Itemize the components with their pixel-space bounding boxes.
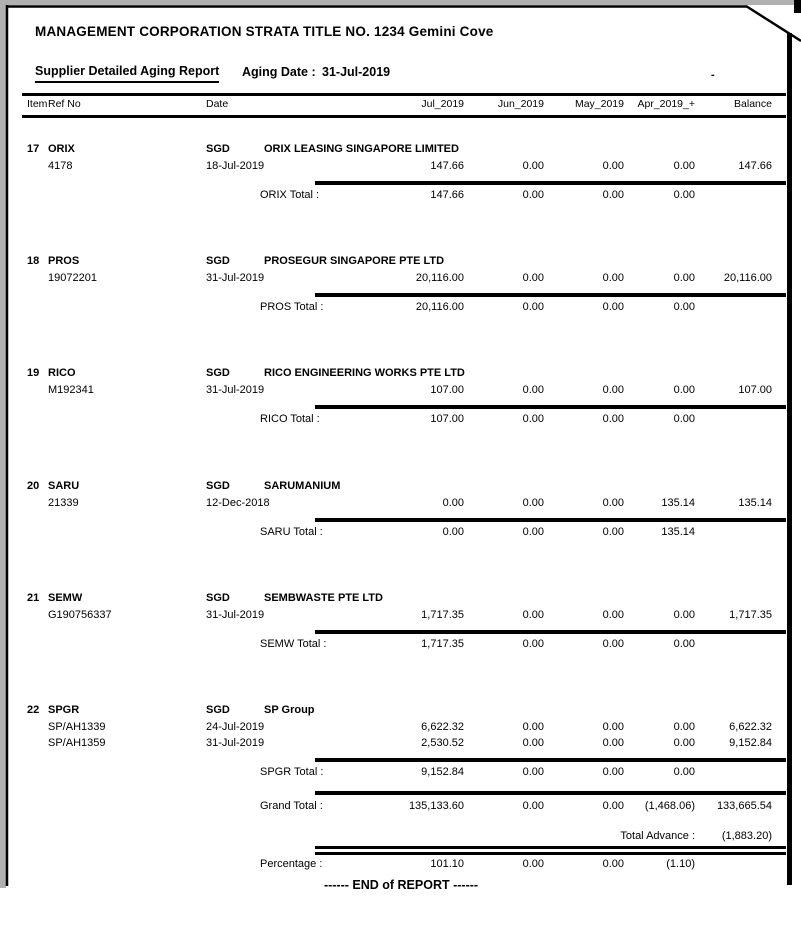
- invoice-ref-no: G190756337: [48, 609, 112, 621]
- total-advance-label: Total Advance :: [620, 830, 695, 842]
- supplier-total-cell: 0.00: [602, 638, 624, 650]
- supplier-total-label: PROS Total :: [260, 301, 324, 313]
- invoice-ref-no: M192341: [48, 384, 94, 396]
- supplier-total-label: SPGR Total :: [260, 766, 324, 778]
- invoice-date: 31-Jul-2019: [206, 272, 265, 284]
- amount-cell: 0.00: [602, 272, 624, 284]
- amount-cell: 20,116.00: [723, 272, 772, 284]
- amount-cell: 2,530.52: [421, 737, 464, 749]
- supplier-code: SEMW: [48, 592, 83, 604]
- supplier-total-cell: 147.66: [430, 189, 464, 201]
- currency-code: SGD: [206, 480, 230, 492]
- column-header-jul_2019: Jul_2019: [421, 98, 464, 110]
- amount-cell: 0.00: [442, 497, 464, 509]
- supplier-code: PROS: [48, 255, 80, 267]
- amount-cell: 0.00: [673, 737, 695, 749]
- percentage-cell: (1.10): [666, 858, 695, 870]
- section-item-number: 19: [27, 367, 40, 379]
- grand-total-cell: 133,665.54: [716, 800, 772, 812]
- amount-cell: 0.00: [522, 609, 544, 621]
- supplier-total-cell: 0.00: [442, 526, 464, 538]
- total-advance-value: (1,883.20): [721, 830, 772, 842]
- amount-cell: 0.00: [602, 384, 624, 396]
- grand-total-rule: [315, 791, 786, 795]
- supplier-total-label: RICO Total :: [260, 413, 320, 425]
- amount-cell: 0.00: [602, 737, 624, 749]
- amount-cell: 0.00: [673, 609, 695, 621]
- invoice-date: 31-Jul-2019: [206, 737, 265, 749]
- supplier-total-rule: [315, 293, 786, 297]
- amount-cell: 0.00: [602, 497, 624, 509]
- amount-cell: 0.00: [522, 160, 544, 172]
- amount-cell: 107.00: [430, 384, 464, 396]
- amount-cell: 0.00: [522, 721, 544, 733]
- percentage-cell: 0.00: [522, 858, 544, 870]
- supplier-total-cell: 0.00: [522, 301, 544, 313]
- invoice-ref-no: 4178: [48, 160, 73, 172]
- header-rule-bottom: [22, 115, 786, 118]
- supplier-total-cell: 0.00: [602, 301, 624, 313]
- amount-cell: 0.00: [602, 160, 624, 172]
- amount-cell: 6,622.32: [729, 721, 772, 733]
- column-header-apr_2019_+: Apr_2019_+: [637, 98, 695, 110]
- currency-code: SGD: [206, 704, 230, 716]
- supplier-code: ORIX: [48, 143, 75, 155]
- section-item-number: 21: [27, 592, 40, 604]
- invoice-date: 31-Jul-2019: [206, 609, 265, 621]
- amount-cell: 6,622.32: [421, 721, 464, 733]
- amount-cell: 135.14: [738, 497, 772, 509]
- supplier-total-cell: 107.00: [430, 413, 464, 425]
- amount-cell: 135.14: [661, 497, 695, 509]
- supplier-total-cell: 0.00: [673, 766, 695, 778]
- amount-cell: 0.00: [522, 272, 544, 284]
- supplier-total-rule: [315, 518, 786, 522]
- section-item-number: 18: [27, 255, 40, 267]
- amount-cell: 0.00: [673, 160, 695, 172]
- supplier-name: SP Group: [264, 704, 315, 716]
- supplier-total-label: SEMW Total :: [260, 638, 327, 650]
- report-page: [6, 5, 792, 892]
- amount-cell: 107.00: [738, 384, 772, 396]
- invoice-ref-no: SP/AH1339: [48, 721, 106, 733]
- supplier-total-cell: 0.00: [602, 766, 624, 778]
- supplier-total-cell: 0.00: [522, 638, 544, 650]
- amount-cell: 1,717.35: [421, 609, 464, 621]
- invoice-date: 31-Jul-2019: [206, 384, 265, 396]
- page-title: MANAGEMENT CORPORATION STRATA TITLE NO. 1234 Gemini Cove: [35, 24, 494, 39]
- supplier-name: ORIX LEASING SINGAPORE LIMITED: [264, 143, 459, 155]
- supplier-total-rule: [315, 758, 786, 762]
- amount-cell: 20,116.00: [415, 272, 464, 284]
- header-rule-top: [22, 93, 786, 96]
- supplier-total-cell: 9,152.84: [421, 766, 464, 778]
- supplier-total-cell: 0.00: [673, 189, 695, 201]
- supplier-total-cell: 1,717.35: [421, 638, 464, 650]
- grand-total-label: Grand Total :: [260, 800, 323, 812]
- column-header-refno: Ref No: [48, 98, 81, 110]
- supplier-total-cell: 0.00: [602, 526, 624, 538]
- supplier-total-cell: 0.00: [522, 413, 544, 425]
- percentage-cell: 101.10: [430, 858, 464, 870]
- supplier-total-cell: 20,116.00: [415, 301, 464, 313]
- percentage-rule-lower: [315, 852, 786, 855]
- supplier-name: SEMBWASTE PTE LTD: [264, 592, 383, 604]
- invoice-date: 12-Dec-2018: [206, 497, 270, 509]
- supplier-total-label: SARU Total :: [260, 526, 323, 538]
- supplier-name: PROSEGUR SINGAPORE PTE LTD: [264, 255, 445, 267]
- amount-cell: 0.00: [673, 272, 695, 284]
- section-item-number: 22: [27, 704, 40, 716]
- column-header-item: Item: [27, 98, 48, 110]
- supplier-code: SPGR: [48, 704, 80, 716]
- column-header-date: Date: [206, 98, 229, 110]
- section-item-number: 17: [27, 143, 40, 155]
- amount-cell: 0.00: [673, 384, 695, 396]
- column-header-may_2019: May_2019: [574, 98, 624, 110]
- column-header-jun_2019: Jun_2019: [497, 98, 544, 110]
- aging-date-value: 31-Jul-2019: [322, 65, 391, 79]
- supplier-total-label: ORIX Total :: [260, 189, 320, 201]
- supplier-total-cell: 0.00: [673, 413, 695, 425]
- invoice-ref-no: 19072201: [48, 272, 97, 284]
- amount-cell: 0.00: [522, 737, 544, 749]
- invoice-date: 24-Jul-2019: [206, 721, 265, 733]
- supplier-total-cell: 135.14: [661, 526, 695, 538]
- aging-date-label: Aging Date :: [242, 65, 316, 79]
- percentage-cell: 0.00: [602, 858, 624, 870]
- supplier-total-cell: 0.00: [602, 413, 624, 425]
- invoice-date: 18-Jul-2019: [206, 160, 265, 172]
- supplier-total-cell: 0.00: [673, 638, 695, 650]
- amount-cell: 0.00: [602, 721, 624, 733]
- end-of-report-text: ------ END of REPORT ------: [323, 878, 479, 892]
- grand-total-cell: (1,468.06): [644, 800, 695, 812]
- section-item-number: 20: [27, 480, 40, 492]
- stray-dash: -: [711, 69, 715, 81]
- supplier-name: SARUMANIUM: [264, 480, 341, 492]
- grand-total-cell: 135,133.60: [408, 800, 464, 812]
- supplier-code: RICO: [48, 367, 76, 379]
- supplier-total-cell: 0.00: [673, 301, 695, 313]
- currency-code: SGD: [206, 255, 230, 267]
- currency-code: SGD: [206, 592, 230, 604]
- supplier-total-rule: [315, 630, 786, 634]
- percentage-rule-upper: [315, 846, 786, 849]
- column-header-balance: Balance: [734, 98, 772, 110]
- supplier-total-cell: 0.00: [522, 526, 544, 538]
- grand-total-cell: 0.00: [602, 800, 624, 812]
- amount-cell: 0.00: [673, 721, 695, 733]
- supplier-name: RICO ENGINEERING WORKS PTE LTD: [264, 367, 465, 379]
- supplier-total-rule: [315, 181, 786, 185]
- amount-cell: 1,717.35: [729, 609, 772, 621]
- grand-total-cell: 0.00: [522, 800, 544, 812]
- amount-cell: 147.66: [430, 160, 464, 172]
- supplier-total-rule: [315, 405, 786, 409]
- invoice-ref-no: SP/AH1359: [48, 737, 106, 749]
- percentage-label: Percentage :: [260, 858, 323, 870]
- supplier-total-cell: 0.00: [602, 189, 624, 201]
- amount-cell: 0.00: [522, 497, 544, 509]
- supplier-code: SARU: [48, 480, 80, 492]
- amount-cell: 0.00: [602, 609, 624, 621]
- currency-code: SGD: [206, 367, 230, 379]
- amount-cell: 147.66: [738, 160, 772, 172]
- invoice-ref-no: 21339: [48, 497, 79, 509]
- currency-code: SGD: [206, 143, 230, 155]
- supplier-total-cell: 0.00: [522, 189, 544, 201]
- amount-cell: 9,152.84: [729, 737, 772, 749]
- report-name: Supplier Detailed Aging Report: [35, 65, 219, 83]
- supplier-total-cell: 0.00: [522, 766, 544, 778]
- amount-cell: 0.00: [522, 384, 544, 396]
